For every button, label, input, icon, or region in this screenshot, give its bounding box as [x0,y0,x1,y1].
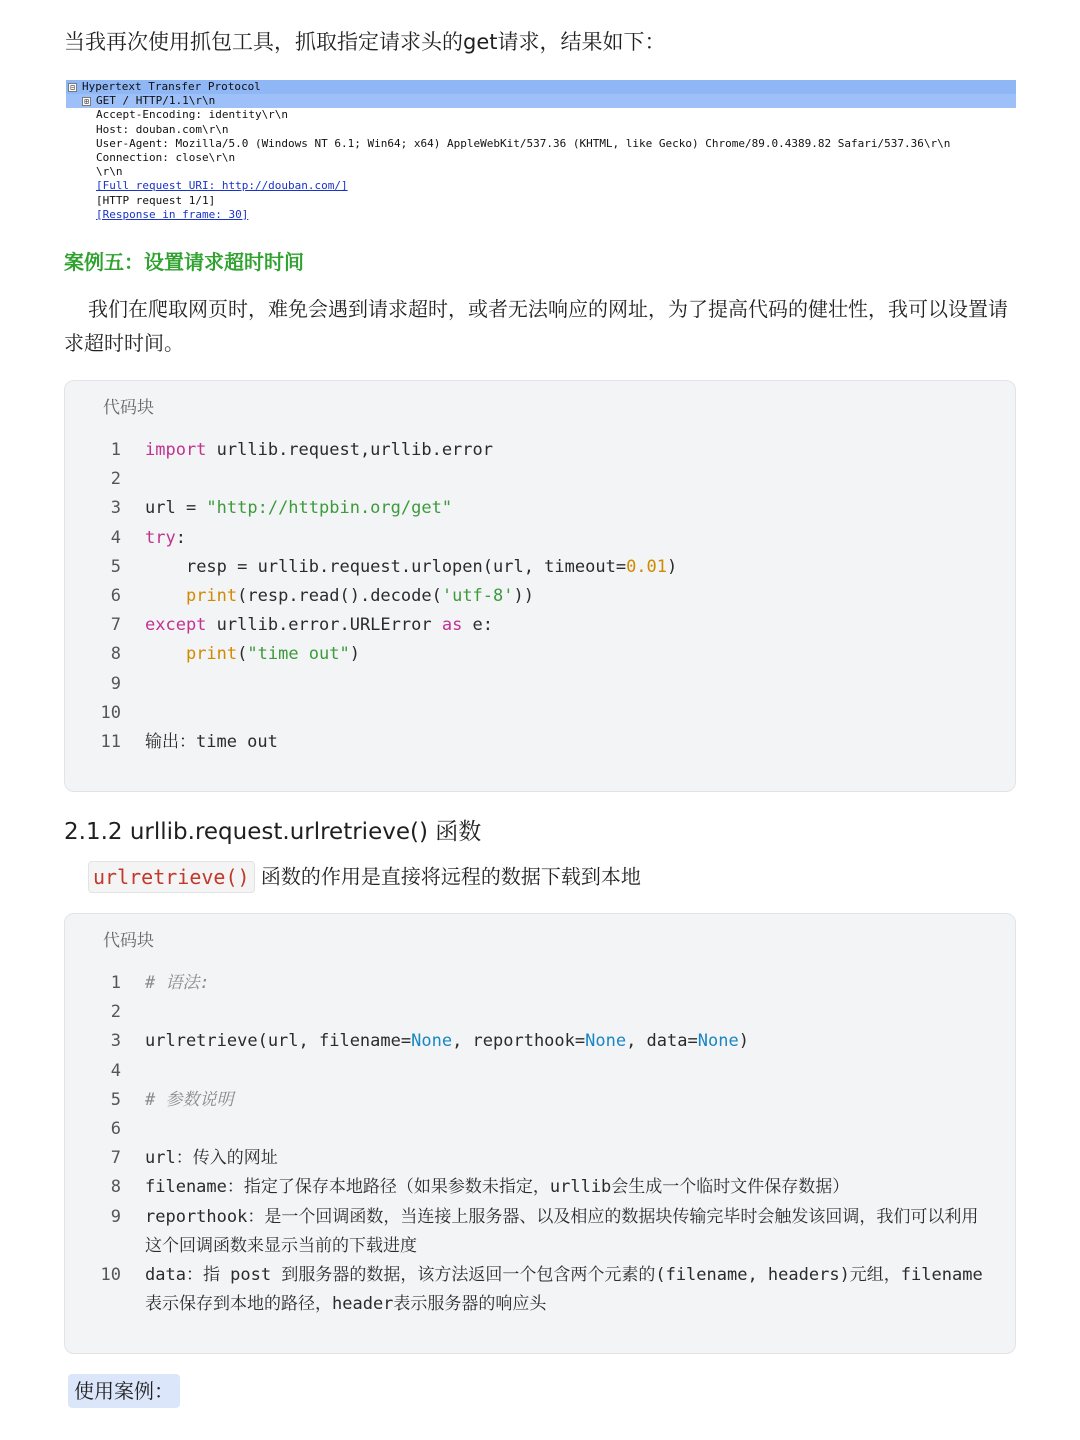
code-text: resp = urllib.request.urlopen(url, timeout= [145,556,627,577]
capture-line-text: Connection: close\r\n [96,150,236,164]
capture-line [66,151,1016,165]
code-keyword: except [145,615,207,636]
capture-line [66,137,1016,151]
urlretrieve-description [88,858,641,894]
code-comment: # 语法: [145,973,210,993]
code-line [65,998,1015,1027]
code-line [65,1027,1015,1056]
line-number: 4 [110,1060,121,1081]
line-number: 5 [110,556,121,577]
code-text: url：传入的网址 [145,1148,278,1169]
capture-line [66,208,1016,222]
capture-line-text: Hypertext Transfer Protocol [82,80,261,93]
code-line [65,494,1015,523]
line-number: 11 [100,731,121,752]
line-number: 3 [110,498,121,519]
code-line [65,728,1015,757]
code-output-text: 输出：time out [145,731,278,752]
capture-line-text: Host: douban.com\r\n [96,122,229,136]
line-number: 9 [110,673,121,694]
line-number: 4 [110,527,121,548]
line-number: 10 [100,702,121,723]
code-line [65,670,1015,699]
code-text: urllib.error.URLError [206,615,442,636]
line-number: 7 [110,1148,121,1169]
code-line [65,640,1015,669]
capture-line [66,179,1016,193]
capture-line [66,165,1016,179]
capture-line-text: GET / HTTP/1.1\r\n [96,94,216,108]
line-number: 2 [110,469,121,490]
code-string: "http://httpbin.org/get" [206,498,453,519]
expand-icon[interactable]: ⊞ [82,97,91,106]
code-function: print [185,585,238,606]
line-number: 6 [110,1118,121,1139]
capture-line [66,123,1016,137]
line-number: 6 [110,585,121,606]
line-number: 9 [110,1206,121,1227]
capture-line [66,108,1016,122]
line-number: 5 [110,1089,121,1110]
code-line [65,1261,1015,1319]
code-line [65,524,1015,553]
code-line [65,582,1015,611]
code-line [65,699,1015,728]
line-number: 1 [110,440,121,460]
code-block-urlretrieve [64,913,1016,1354]
capture-line-http[interactable] [66,80,1016,94]
inline-code: urlretrieve() [88,861,255,893]
code-text: , reporthook= [452,1031,586,1052]
code-text: )) [513,585,534,606]
code-lines [65,436,1015,757]
code-lines [65,969,1015,1319]
code-line [65,436,1015,465]
line-number: 3 [110,1031,121,1052]
response-frame-link[interactable]: [Response in frame: 30] [96,207,249,221]
code-line [65,465,1015,494]
capture-line [66,194,1016,208]
code-text: , data= [626,1031,698,1052]
line-number: 7 [110,615,121,636]
code-text: url = [145,498,207,519]
code-none: None [585,1031,627,1052]
code-line [65,611,1015,640]
code-line [65,1115,1015,1144]
code-comment: # 参数说明 [145,1089,234,1110]
code-number: 0.01 [626,556,668,577]
code-function: print [185,644,238,665]
capture-line-text: Accept-Encoding: identity\r\n [96,108,289,122]
code-line [65,1144,1015,1173]
packet-capture-panel [66,80,1016,222]
code-keyword: try [145,527,176,548]
code-text: ( [237,644,248,665]
code-line [65,1086,1015,1115]
capture-line-text: \r\n [96,165,123,179]
code-line [65,1057,1015,1086]
code-line [65,1173,1015,1202]
line-number: 8 [110,644,121,665]
code-text: ) [349,644,360,665]
code-text: (resp.read().decode( [237,585,442,606]
code-string: 'utf-8' [441,585,514,606]
section-paragraph: 我们在爬取网页时，难免会遇到请求超时，或者无法响应的网址，为了提高代码的健壮性，我可以设置请求超时时间。 [64,297,1008,355]
capture-line-get[interactable] [66,94,1016,108]
code-text: ) [738,1031,749,1052]
full-request-uri-link[interactable]: [Full request URI: http://douban.com/] [96,179,348,193]
code-none: None [411,1031,453,1052]
code-block-timeout [64,380,1016,792]
collapse-icon[interactable]: ⊟ [68,83,77,92]
code-block-label: 代码块 [103,931,154,951]
code-line [65,553,1015,582]
capture-line-text: [HTTP request 1/1] [96,193,216,207]
code-block-label: 代码块 [103,398,154,418]
usage-example-heading: 使用案例： [68,1374,180,1408]
code-text: data：指 post 到服务器的数据，该方法返回一个包含两个元素的(filename, headers)元组，filename 表示保存到本地的路径，header表示服务器的响应头 [145,1264,993,1315]
line-number: 2 [110,1002,121,1023]
intro-text: 当我再次使用抓包工具，抓取指定请求头的get请求，结果如下： [64,30,666,54]
line-number: 8 [110,1177,121,1198]
line-number: 1 [110,973,121,993]
code-keyword: as [441,615,463,636]
subsection-heading: 2.1.2 urllib.request.urlretrieve() 函数 [64,819,482,845]
code-text: reporthook：是一个回调函数，当连接上服务器、以及相应的数据块传输完毕时会触发该回调，我们可以利用这个回调函数来显示当前的下载进度 [145,1206,979,1256]
capture-line-text: User-Agent: Mozilla/5.0 (Windows NT 6.1; Win64; x64) AppleWebKit/537.36 (KHTML, like Gecko) Chrome/89.0.4389.82 Safari/537.36\r\n [96,136,951,150]
description-text: 函数的作用是直接将远程的数据下载到本地 [260,864,641,889]
section-title: 案例五：设置请求超时时间 [64,250,304,274]
code-line [65,969,1015,998]
code-text: urllib.request,urllib.error [206,440,493,460]
code-text: urlretrieve(url, filename= [145,1031,412,1052]
code-line [65,1203,1015,1261]
code-string: "time out" [247,644,350,665]
code-none: None [697,1031,739,1052]
line-number: 10 [100,1264,121,1285]
code-text: e: [462,615,494,636]
code-text: filename：指定了保存本地路径（如果参数未指定，urllib会生成一个临时文件保存数据） [145,1177,850,1198]
code-keyword: import [145,440,207,460]
code-text: : [175,527,186,548]
code-text: ) [667,556,678,577]
